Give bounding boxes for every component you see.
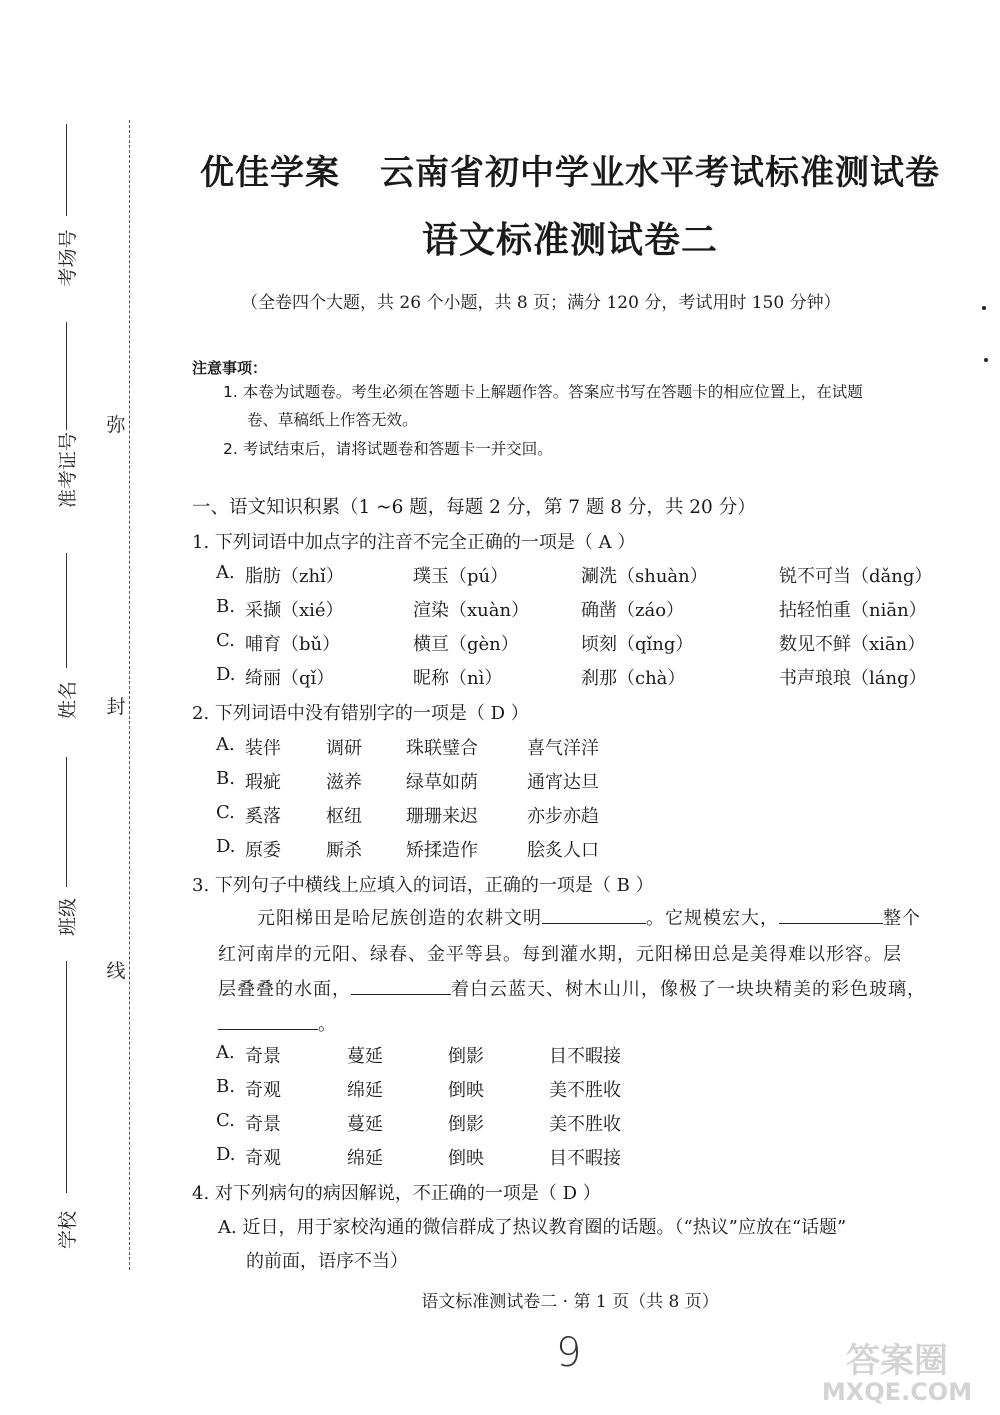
option-item: 昵称（nì）: [413, 668, 503, 689]
passage-line: [218, 975, 926, 1001]
seal-char-mi: 弥: [104, 410, 128, 437]
seal-char-xian: 线: [104, 956, 128, 983]
option-item: 倒影: [448, 1046, 484, 1067]
notice-title: 注意事项：: [192, 359, 268, 377]
option-item: 奇景: [245, 1114, 281, 1135]
notice-item: 2. 考试结束后，请将试题卷和答题卡一并交回。: [223, 440, 553, 458]
brand-name: 优佳学案: [200, 153, 340, 193]
question-stem-4: 4. 对下列病句的病因解说，不正确的一项是（ D ）: [192, 1183, 601, 1204]
option-label: C.: [216, 802, 235, 823]
option-item: 奇观: [245, 1148, 281, 1169]
passage-line: [257, 904, 921, 930]
name-label: 姓名: [57, 681, 79, 720]
option-item: 珠联璧合: [406, 738, 478, 759]
scan-dot: [984, 358, 988, 362]
option-item: 调研: [326, 738, 362, 759]
option-item: 绮丽（qǐ）: [245, 668, 335, 689]
passage-text: 层叠叠的水面，: [218, 979, 351, 1000]
option-item: 脍炙人口: [527, 840, 599, 861]
option-item: 奚落: [245, 806, 281, 827]
option-label: B.: [216, 1076, 235, 1097]
option-item: 确凿（záo）: [581, 600, 685, 621]
option-item: 原委: [245, 840, 281, 861]
option-item: 刹那（chà）: [581, 668, 686, 689]
option-label: B.: [216, 768, 235, 789]
option-item: 美不胜收: [549, 1080, 621, 1101]
scan-dot: [982, 306, 986, 310]
option-item: 珊珊来迟: [406, 806, 478, 827]
ticket-number-line: [66, 322, 67, 430]
watermark-text: 答案圈: [846, 1341, 948, 1381]
option-a-text: A. 近日，用于家校沟通的微信群成了热议教育圈的话题。（“热议”应放在“话题”: [218, 1217, 847, 1238]
school-label: 学校: [57, 1211, 79, 1250]
notice-item: 卷、草稿纸上作答无效。: [247, 411, 418, 429]
option-item: 锐不可当（dǎng）: [779, 566, 933, 587]
watermark-url: MXQE.COM: [821, 1378, 973, 1406]
seal-dashed-line: [129, 120, 130, 1270]
option-item: 倒映: [448, 1148, 484, 1169]
passage-text: 着白云蓝天、树木山川，像极了一块块精美的彩色玻璃，: [451, 979, 926, 1000]
exam-series-title: [200, 145, 940, 194]
option-label: A.: [216, 562, 235, 583]
option-item: 目不暇接: [549, 1148, 621, 1169]
class-label: 班级: [57, 898, 79, 937]
passage-text: 元阳梯田是哈尼族创造的农耕文明: [257, 908, 542, 929]
option-item: 蔓延: [347, 1114, 383, 1135]
option-item: 奇观: [245, 1080, 281, 1101]
option-item: 脂肪（zhǐ）: [245, 566, 344, 587]
option-item: 绵延: [347, 1080, 383, 1101]
option-item: 倒影: [448, 1114, 484, 1135]
name-line: [66, 553, 67, 668]
option-label: A.: [216, 734, 235, 755]
option-item: 矫揉造作: [406, 840, 478, 861]
option-item: 璞玉（pú）: [413, 566, 509, 587]
option-item: 亦步亦趋: [527, 806, 599, 827]
handwritten-page-number: 9: [556, 1330, 582, 1376]
page-footer: 语文标准测试卷二 · 第 1 页（共 8 页）: [421, 1292, 719, 1312]
paper-info: （全卷四个大题，共 26 个小题，共 8 页；满分 120 分，考试用时 150 分钟）: [241, 293, 841, 313]
option-label: D.: [216, 664, 236, 685]
fill-blank: [351, 976, 451, 995]
option-item: 绵延: [347, 1148, 383, 1169]
option-item: 目不暇接: [549, 1046, 621, 1067]
site-watermark: [812, 1336, 982, 1406]
seal-char-feng: 封: [104, 692, 128, 719]
class-line: [66, 757, 67, 887]
series-name: 云南省初中学业水平考试标准测试卷: [380, 153, 940, 193]
passage-line: [218, 940, 902, 966]
option-label: D.: [216, 836, 236, 857]
passage-text: 整个: [883, 908, 921, 929]
fill-blank: [779, 905, 883, 924]
option-item: 书声琅琅（láng）: [779, 668, 927, 689]
notice-item: 1. 本卷为试题卷。考生必须在答题卡上解题作答。答案应书写在答题卡的相应位置上，在试题: [223, 383, 863, 401]
option-item: 美不胜收: [549, 1114, 621, 1135]
option-item: 倒映: [448, 1080, 484, 1101]
option-item: 哺育（bǔ）: [245, 634, 341, 655]
passage-text: 红河南岸的元阳、绿春、金平等县。每到灌水期，元阳梯田总是美得难以形容。层: [218, 944, 902, 965]
option-item: 顷刻（qǐng）: [581, 634, 694, 655]
option-a-text: 的前面，语序不当）: [246, 1251, 408, 1272]
passage-text: 。它规模宏大，: [646, 908, 779, 929]
option-item: 厮杀: [326, 840, 362, 861]
option-label: A.: [216, 1042, 235, 1063]
section-title: 一、语文知识积累（1 ~6 题，每题 2 分，第 7 题 8 分，共 20 分）: [192, 497, 756, 518]
option-item: 采撷（xié）: [245, 600, 344, 621]
option-item: 枢纽: [326, 806, 362, 827]
option-item: 数见不鲜（xiān）: [779, 634, 926, 655]
option-label: B.: [216, 596, 235, 617]
passage-text: 。: [318, 1014, 337, 1035]
fill-blank: [542, 905, 646, 924]
option-item: 奇景: [245, 1046, 281, 1067]
option-item: 绿草如荫: [406, 772, 478, 793]
option-item: 横亘（gèn）: [413, 634, 519, 655]
passage-line: [218, 1010, 337, 1036]
option-item: 通宵达旦: [527, 772, 599, 793]
option-label: D.: [216, 1144, 236, 1165]
option-label: C.: [216, 1110, 235, 1131]
question-stem-1: 1. 下列词语中加点字的注音不完全正确的一项是（ A ）: [192, 532, 636, 553]
exam-room-label: 考场号: [57, 229, 79, 287]
option-item: 装伴: [245, 738, 281, 759]
option-item: 渲染（xuàn）: [413, 600, 530, 621]
question-stem-2: 2. 下列词语中没有错别字的一项是（ D ）: [192, 703, 529, 724]
ticket-number-label: 准考证号: [57, 431, 79, 508]
option-item: 蔓延: [347, 1046, 383, 1067]
option-item: 拈轻怕重（niān）: [779, 600, 927, 621]
option-label: C.: [216, 630, 235, 651]
question-stem-3: 3. 下列句子中横线上应填入的词语，正确的一项是（ B ）: [192, 875, 654, 896]
option-item: 瑕疵: [245, 772, 281, 793]
option-item: 喜气洋洋: [527, 738, 599, 759]
exam-room-line: [66, 124, 67, 216]
fill-blank: [218, 1011, 318, 1030]
paper-title: 语文标准测试卷二: [421, 219, 718, 261]
option-item: 滋养: [326, 772, 362, 793]
school-line: [66, 961, 67, 1193]
option-item: 涮洗（shuàn）: [581, 566, 708, 587]
